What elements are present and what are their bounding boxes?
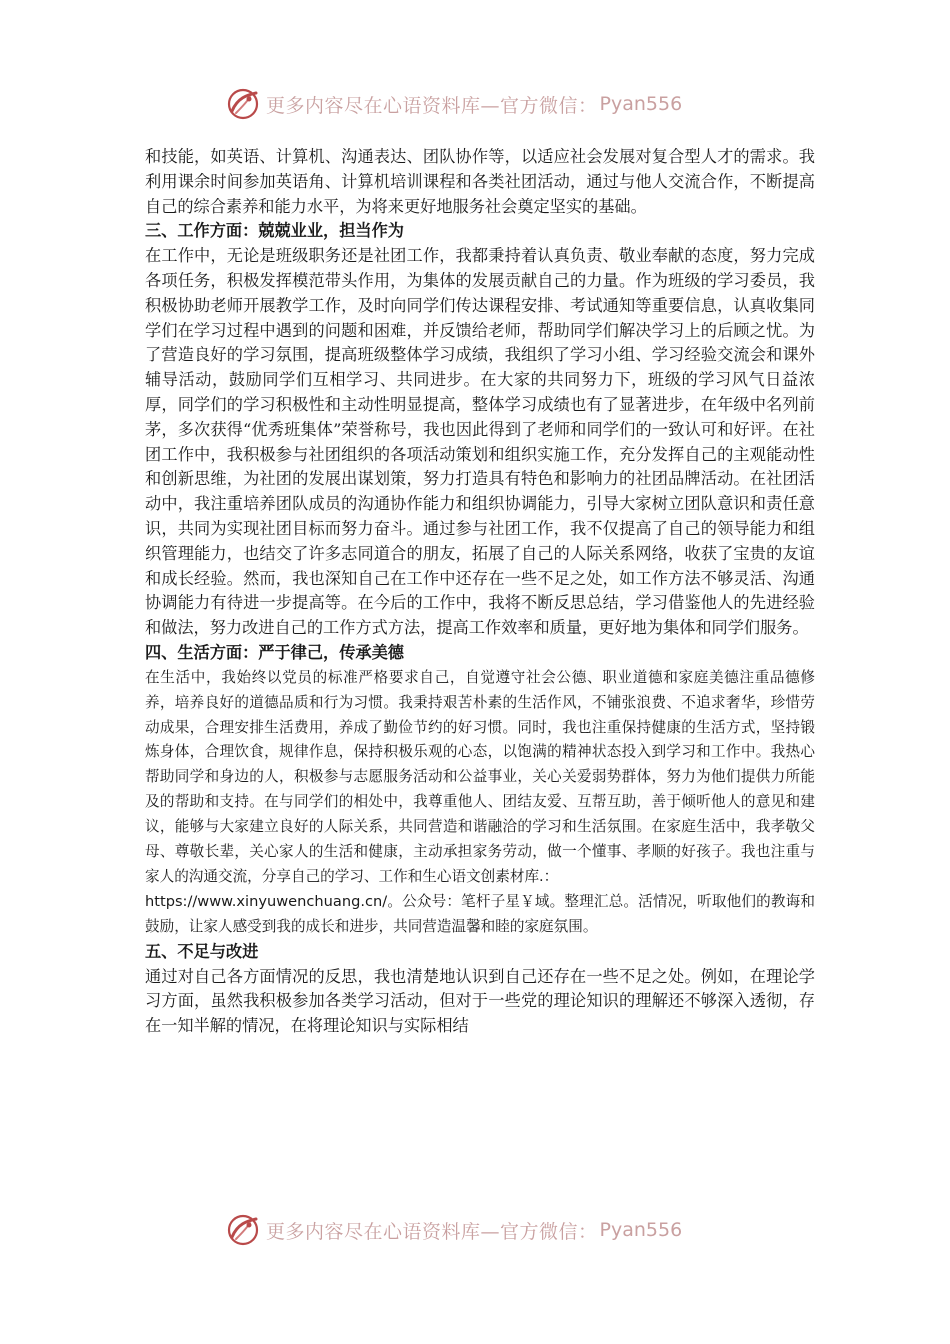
paragraph-life-text: 在生活中，我始终以党员的标准严格要求自己，自觉遵守社会公德、职业道德和家庭美德注重品德修养，培养良好的道德品质和行为习惯。我秉持艰苦朴素的生活作风，不铺张浪费、不追求奢华，珍惜劳动成果，合理安排生活费用，养成了勤俭节约的好习惯。同时，我也注重保持健康的生活方式，坚持锻炼身体，合理饮食，规律作息，保持积极乐观的心态，以饱满的精神状态投入到学习和工作中。我热心帮助同学和身边的人，积极参与志愿服务活动和公益事业，关心关爱弱势群体，努力为他们提供力所能及的帮助和支持。在与同学们的相处中，我尊重他人、团结友爱、互帮互助，善于倾听他人的意见和建议，能够与大家建立良好的人际关系，共同营造和谐融洽的学习和生活氛围。在家庭生活中，我孝敬父母、尊敬长辈，关心家人的生活和健康，主动承担家务劳动，做一个懂事、孝顺的好孩子。我也注重与家人的沟通交流，分享自己的学习、工作和生心语文创素材库.：: [145, 668, 815, 885]
paragraph-life: [145, 666, 815, 940]
footer-banner: [226, 1210, 746, 1250]
document-body: [145, 145, 815, 1039]
banner-text: 更多内容尽在心语资料库—官方微信：: [266, 94, 598, 117]
header-banner: [226, 84, 746, 124]
banner-wechat-id: Pyan556: [599, 1219, 683, 1241]
banner-text: 更多内容尽在心语资料库—官方微信：: [266, 1220, 598, 1243]
heading-life: 四、生活方面：严于律己，传承美德: [145, 642, 404, 662]
banner-wechat-id: Pyan556: [599, 93, 683, 115]
paragraph-intro: 和技能，如英语、计算机、沟通表达、团队协作等，以适应社会发展对复合型人才的需求。我利用课余时间参加英语角、计算机培训课程和各类社团活动，通过与他人交流合作，不断提高自己的综合素养和能力水平，为将来更好地服务社会奠定坚实的基础。: [145, 147, 815, 216]
paragraph-shortcomings: 通过对自己各方面情况的反思，我也清楚地认识到自己还存在一些不足之处。例如，在理论学习方面，虽然我积极参加各类学习活动，但对于一些党的理论知识的理解还不够深入透彻，存在一知半解的情况，在将理论知识与实际相结: [145, 966, 815, 1036]
heading-work: 三、工作方面：兢兢业业，担当作为: [145, 221, 404, 241]
paragraph-life-url-text: https://www.xinyuwenchuang.cn/。公众号：笔杆子星￥域。整理汇总。活情况，听取他们的教诲和鼓励，让家人感受到我的成长和进步，共同营造温馨和睦的家庭氛围。: [145, 892, 815, 935]
logo-icon: [226, 87, 260, 121]
heading-shortcomings: 五、不足与改进: [145, 941, 259, 961]
logo-icon: [226, 1213, 260, 1247]
paragraph-work: 在工作中，无论是班级职务还是社团工作，我都秉持着认真负责、敬业奉献的态度，努力完成各项任务，积极发挥模范带头作用，为集体的发展贡献自己的力量。作为班级的学习委员，我积极协助老师开展教学工作，及时向同学们传达课程安排、考试通知等重要信息，认真收集同学们在学习过程中遇到的问题和困难，并反馈给老师，帮助同学们解决学习上的后顾之忧。为了营造良好的学习氛围，提高班级整体学习成绩，我组织了学习小组、学习经验交流会和课外辅导活动，鼓励同学们互相学习、共同进步。在大家的共同努力下，班级的学习风气日益浓厚，同学们的学习积极性和主动性明显提高，整体学习成绩也有了显著进步，在年级中名列前茅，多次获得“优秀班集体”荣誉称号，我也因此得到了老师和同学们的一致认可和好评。在社团工作中，我积极参与社团组织的各项活动策划和组织实施工作，充分发挥自己的主观能动性和创新思维，为社团的发展出谋划策，努力打造具有特色和影响力的社团品牌活动。在社团活动中，我注重培养团队成员的沟通协作能力和组织协调能力，引导大家树立团队意识和责任意识，共同为实现社团目标而努力奋斗。通过参与社团工作，我不仅提高了自己的领导能力和组织管理能力，也结交了许多志同道合的朋友，拓展了自己的人际关系网络，收获了宝贵的友谊和成长经验。然而，我也深知自己在工作中还存在一些不足之处，如工作方法不够灵活、沟通协调能力有待进一步提高等。在今后的工作中，我将不断反思总结，学习借鉴他人的先进经验和做法，努力改进自己的工作方式方法，提高工作效率和质量，更好地为集体和同学们服务。: [145, 246, 815, 638]
